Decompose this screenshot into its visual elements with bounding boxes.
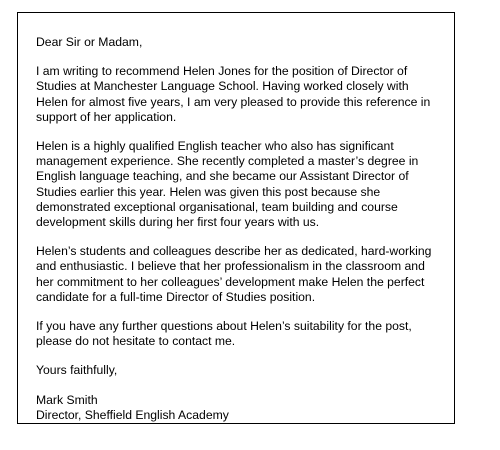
signatory-title: Director, Sheffield English Academy [36, 407, 229, 422]
reference-letter [17, 12, 455, 424]
paragraph-character: Helen’s students and colleagues describe her as dedicated, hard-working and enthusiastic. I believe that her professionalism in the classroom and her commitment to her colleagues’ development make Helen the perfect candidate for a full-time Director of Studies position. [36, 244, 432, 304]
paragraph-recommendation: I am writing to recommend Helen Jones for the position of Director of Studies at Manchester Language School. Having worked closely with Helen for almost five years, I am very pleased to provide this reference in support of her application. [36, 64, 431, 124]
signatory-name: Mark Smith [36, 392, 98, 407]
paragraph-qualifications: Helen is a highly qualified English teacher who also has significant management experience. She recently completed a master’s degree in English language teaching, and she became our Assistant Director of Studies earlier this year. Helen was given this post because she demonstrated exceptional organisational, team building and course development skills during her first four years with us. [36, 139, 419, 230]
paragraph-contact: If you have any further questions about Helen’s suitability for the post, please do not hesitate to contact me. [36, 319, 412, 349]
closing: Yours faithfully, [36, 363, 118, 378]
salutation: Dear Sir or Madam, [36, 35, 143, 49]
